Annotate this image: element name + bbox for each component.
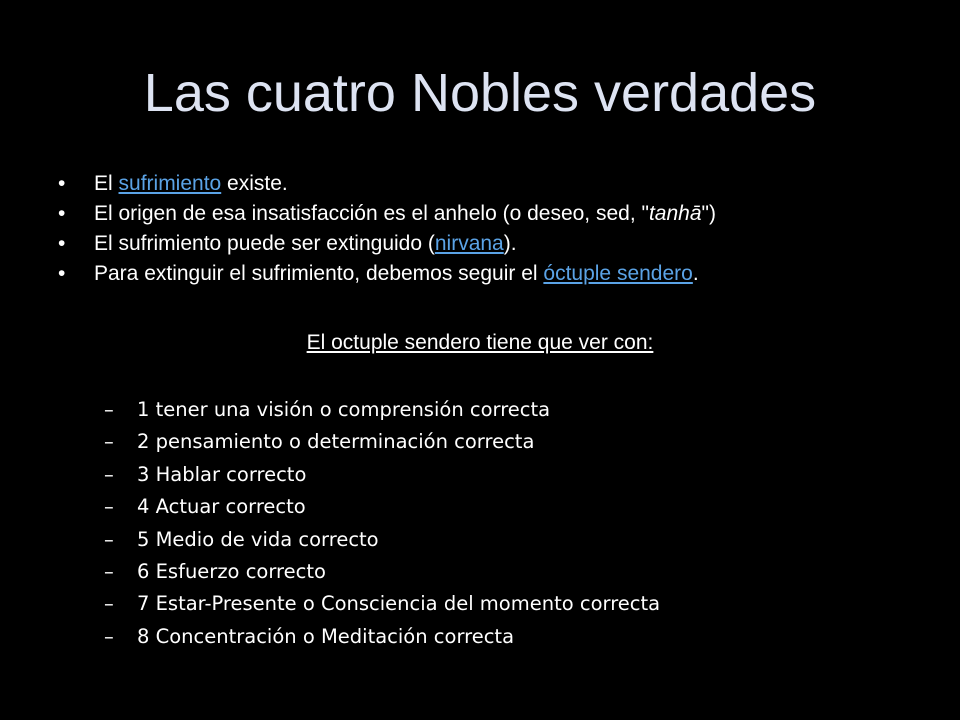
link-octuple-sendero[interactable]: óctuple sendero bbox=[543, 262, 693, 285]
dash-icon: – bbox=[104, 527, 114, 551]
subheading: El octuple sendero tiene que ver con: bbox=[306, 331, 654, 354]
item-text: Para extinguir el sufrimiento, debemos seguir el bbox=[94, 262, 544, 285]
step-text: 7 Estar-Presente o Consciencia del momento correcta bbox=[137, 592, 661, 616]
item-text: . bbox=[692, 262, 699, 285]
link-nirvana[interactable]: nirvana bbox=[434, 232, 504, 255]
slide-title: Las cuatro Nobles verdades bbox=[143, 63, 817, 123]
list-item bbox=[58, 259, 938, 289]
bullet-icon: • bbox=[58, 172, 66, 195]
step-text: 8 Concentración o Meditación correcta bbox=[137, 624, 515, 648]
step-text: 6 Esfuerzo correcto bbox=[137, 559, 326, 583]
dash-icon: – bbox=[104, 430, 114, 454]
step-text: 1 tener una visión o comprensión correcta bbox=[137, 398, 551, 421]
list-item bbox=[58, 229, 938, 259]
list-item bbox=[104, 621, 660, 653]
bullet-icon: • bbox=[58, 262, 66, 285]
dash-icon: – bbox=[104, 592, 114, 616]
dash-icon: – bbox=[104, 559, 114, 583]
step-text: 4 Actuar correcto bbox=[137, 495, 306, 519]
list-item bbox=[104, 426, 660, 458]
dash-icon: – bbox=[104, 398, 114, 421]
item-text: El bbox=[94, 172, 119, 195]
list-item bbox=[104, 491, 660, 523]
bullet-icon: • bbox=[58, 202, 66, 225]
item-text: El origen de esa insatisfacción es el anhelo (o deseo, sed, " bbox=[94, 202, 649, 225]
list-item bbox=[104, 524, 660, 556]
item-text: ). bbox=[503, 232, 517, 255]
list-item bbox=[104, 459, 660, 491]
list-item bbox=[58, 169, 938, 199]
step-text: 5 Medio de vida correcto bbox=[137, 527, 379, 551]
list-item bbox=[104, 588, 660, 620]
dash-icon: – bbox=[104, 462, 114, 486]
step-text: 3 Hablar correcto bbox=[137, 462, 307, 486]
item-text: existe. bbox=[221, 172, 288, 195]
list-item bbox=[104, 394, 660, 426]
item-text: ") bbox=[701, 202, 716, 225]
link-sufrimiento[interactable]: sufrimiento bbox=[118, 172, 222, 195]
list-item bbox=[104, 556, 660, 588]
dash-icon: – bbox=[104, 495, 114, 519]
truths-list bbox=[58, 169, 938, 289]
bullet-icon: • bbox=[58, 232, 66, 255]
step-text: 2 pensamiento o determinación correcta bbox=[137, 430, 535, 454]
list-item bbox=[58, 199, 938, 229]
dash-icon: – bbox=[104, 624, 114, 648]
path-steps-list bbox=[104, 394, 660, 653]
item-italic-term: tanhā bbox=[648, 202, 702, 225]
item-text: El sufrimiento puede ser extinguido ( bbox=[94, 232, 435, 255]
